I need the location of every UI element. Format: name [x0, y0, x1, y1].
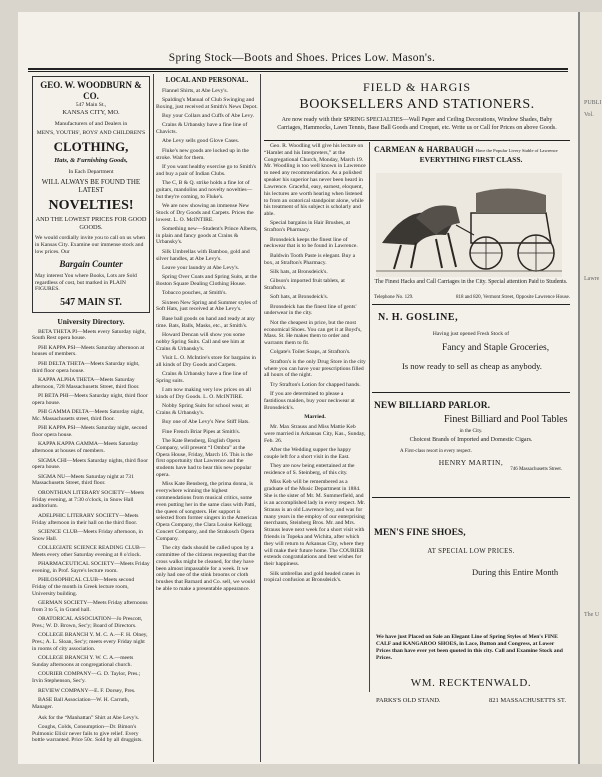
directory-entry: PI BETA PHI—Meets Saturday night, third floor opera house.	[32, 393, 148, 406]
carmean-side: Have the Popular Livery Stable of Lawrence	[475, 148, 558, 153]
edge-text: Lawre	[584, 276, 600, 282]
gosline-rule	[372, 392, 570, 393]
header-rule-thin	[28, 71, 568, 72]
mid-item: Not the cheapest in price, but the most economical Shoes. You can get it at Boyd's, Mass. St. He makes them to order and warrants them to fit.	[264, 319, 362, 347]
directory-entry: PHI KAPPA PSI—Meets Saturday night, second floor opera house.	[32, 425, 148, 439]
local-item: Howard Dencan will show you some nobby Spring Suits. Call and see him at Crains & Urbansky's.	[156, 331, 245, 352]
field-hargis-ad	[264, 76, 570, 138]
directory-entry: PHI KAPPA PSI—Meets Saturday afternoon at houses of members.	[32, 344, 145, 358]
local-item: Crains & Urbansky have a fine line of Chavicts.	[156, 122, 248, 136]
local-item: Something new—Student's Prince Alberts, in plain and fancy goods at Crains & Urbansky's.	[156, 225, 258, 246]
adjacent-page-edge	[578, 12, 602, 764]
woodburn-line: MEN'S, YOUTHS', BOYS' AND CHILDREN'S	[36, 130, 146, 137]
shoes-title: MEN'S FINE SHOES,	[374, 528, 466, 538]
mid-item: Baldwin Tooth Paste is elegant. Buy a box, at Strafton's Pharmacy.	[264, 252, 356, 266]
local-item: Tobacco pouches, at Smith's.	[162, 290, 227, 297]
header-rule	[28, 68, 568, 70]
carmean-phone: Telephone No. 129.	[374, 295, 414, 300]
directory-entry: SIGMA NU—Meets Saturday night at 731 Massachusetts Street, third floor.	[32, 473, 134, 487]
carmean-subtitle: EVERYTHING FIRST CLASS.	[419, 155, 523, 164]
column-three	[264, 143, 366, 762]
carmean-caption: The Finest Hacks and Call Carriages in the City. Special attention Paid to Students.	[374, 279, 568, 285]
local-item: I am now making very low prices on all kinds of Dry Goods. L. O. McINTIRE.	[156, 387, 252, 400]
mid-item: Bronsdeick has the finest line of gents' underwear in the city.	[264, 303, 357, 317]
woodburn-bargain-text: May interest You where Books, Lots are Sold regardless of cost, but marked in PLAIN FIGURES.	[35, 272, 137, 293]
carmean-title: CARMEAN & HARBAUGH	[374, 145, 474, 154]
mid-item: Try Strafton's Lotion for chapped hands.	[270, 381, 361, 388]
woodburn-lowest: AND THE LOWEST PRICES FOR GOOD GOODS.	[35, 216, 147, 231]
billiard-title: NEW BILLIARD PARLOR.	[374, 401, 491, 411]
billiard-city: in the City.	[459, 428, 483, 434]
recktenwald-name: WM. RECKTENWALD.	[410, 676, 532, 689]
directory-entry: ADELPHIC LITERARY SOCIETY—Meets Friday afternoon in their hall on the third floor.	[32, 512, 139, 526]
field-text: Are now ready with their SPRING SPECIALTIES—Wall Paper and Ceiling Decorations, Window Shades, Baby Carriages, Hammocks, Lawn Tennis, Base Ball Goods and Croquet, etc. Write us or Call for Prices on above Goods.	[277, 117, 557, 131]
woodburn-makers: Manufacturers of and Dealers in	[54, 120, 128, 127]
recktenwald-address: 821 MASSACHUSETTS ST.	[489, 696, 566, 704]
gosline-ad	[372, 308, 570, 390]
manhattan-notice: Ask for the “Manhattan” Shirt at Abe Levy's.	[38, 714, 140, 721]
newspaper-page	[18, 12, 578, 764]
local-item: Spalding's Manual of Club Swinging and Boxing, just received at Smith's News Depot.	[156, 96, 258, 110]
local-item: Sixteen New Spring and Summer styles of Soft Hats, just received at Abe Levy's.	[156, 299, 258, 313]
local-item: We are now showing an immense New Stock of Dry Goods and Carpets. Prices the lowest. L. O. McINTIRE.	[156, 202, 254, 223]
woodburn-street: 547 MAIN ST.	[60, 297, 122, 309]
directory-entry: COURIER COMPANY—G. D. Taylor, Pres.; Irvin Stephenson, Sec'y.	[32, 671, 141, 685]
mid-item: Geo. R. Woodling will give his lecture on “Hamlet and his Interpreters,” at the Congregational Church, Monday, March 19. Mr. Woodling is too well known in Lawrence to need any recommendation. As a polished speaker his superior has never been heard in Lawrence. Graceful, easy, earnest, eloquent, his lectures are worth hearing when listened to from an oratorical standpoint alone, while his treatment of his subject is scholarly and able.	[264, 143, 366, 218]
field-title: FIELD & HARGIS	[362, 80, 471, 94]
mid-item: Special bargains in Hair Brushes, at Strafton's Pharmacy.	[264, 220, 351, 234]
mid-item: Bronsdeick keeps the finest line of neckwear that is to be found in Lawrence.	[264, 236, 358, 250]
local-item: Spring Over Coats and Spring Suits, at the Boston Square Dealing Clothing House.	[156, 274, 258, 288]
local-item: If you want healthy exercise go to Smith's and buy a pair of Indian Clubs.	[156, 163, 257, 177]
directory-entry: PHILOSOPHICAL CLUB—Meets second Friday of the month in Greek lecture room, University building.	[32, 577, 135, 597]
directory-entry: PHARMACEUTICAL SOCIETY—Meets Friday evening, in Prof. Sayre's lecture room.	[32, 561, 150, 574]
column-rule	[260, 74, 261, 762]
column-one	[32, 76, 150, 762]
woodburn-dept: In Each Department	[68, 169, 114, 176]
column-two	[156, 76, 258, 762]
recktenwald-ad	[372, 626, 570, 760]
carmean-ad	[372, 143, 570, 300]
woodburn-clothing: CLOTHING,	[53, 139, 129, 155]
mid-item: If you are determined to please a fastidious maiden, buy your neckwear at Bronsdeick's.	[264, 391, 355, 411]
woodburn-name: GEO. W. WOODBURN & CO.	[40, 80, 142, 101]
directory-entry: KAPPA KAPPA GAMMA—Meets Saturday afternoon at houses of members.	[32, 441, 139, 455]
column-rule	[369, 142, 370, 692]
directory-entry: ORONTHIAN LITERARY SOCIETY—Meets Friday evening, at 7:30 o'clock, in Snow Hall auditorium.	[32, 489, 145, 510]
local-item: Abe Levy sells good Glove Cases.	[162, 138, 240, 145]
billiard-owner: HENRY MARTIN,	[438, 458, 504, 467]
page-header: Spring Stock—Boots and Shoes. Prices Low. Mason's.	[168, 52, 436, 64]
local-item: Miss Kate Bensberg, the prima donna, is everywhere winning the highest commendations from musical critics, some even putting her in the same class with Patti, the queen of songsters. Her support is selected from former singers in the American Opera Company, the Clara Louise Kellogg Concert Company, and the Strakosch Opera Company.	[156, 481, 258, 542]
mid-item: Colgate's Toilet Soaps, at Strafton's.	[270, 349, 351, 356]
field-rule	[264, 140, 570, 141]
billiard-finest: Finest Billiard and Pool Tables	[444, 414, 568, 425]
local-item: Crains & Urbansky have a fine line of Spring suits.	[156, 370, 248, 384]
local-item: The Kate Bensberg, English Opera Company, will present “I Ombra” at the Opera House, Friday, March 16. This is the first opportunity that Lawrence and the students have had to hear this new popular opera.	[156, 437, 253, 479]
directory-list	[32, 329, 150, 711]
directory-title: University Directory.	[57, 317, 125, 327]
billiard-cigars: Choicest Brands of Imported and Domestic Cigars.	[409, 437, 533, 443]
column-rule	[153, 74, 154, 762]
woodburn-city: KANSAS CITY, MO.	[62, 108, 120, 116]
woodburn-blurb: We would cordially invite you to call on us when in Kansas City. Examine our immense stock and low prices. Our	[35, 235, 146, 255]
local-item: Leave your laundry at Abe Levy's.	[162, 264, 240, 271]
married-item: They are now being entertained at the residence of S. Steinberg, of this city.	[264, 463, 355, 477]
carmean-address: 818 and 820, Vermont Street, Opposite Lawrence House.	[455, 295, 570, 300]
woodburn-address: 547 Main St.,	[75, 101, 107, 108]
directory-entry: COLLEGE BRANCH Y. W. C. A.—meets Sunday afternoons at congregational church.	[32, 655, 134, 669]
directory-entry: REVIEW COMPANY—E. F. Dorsey, Pres.	[38, 687, 136, 694]
edge-text: PUBLI	[584, 100, 602, 106]
billiard-ad	[372, 395, 570, 495]
mid-item: Soft hats, at Bronsdeick's.	[270, 294, 329, 301]
directory-entry: ORATORICAL ASSOCIATION—Jo Prescott, Pres.; W. D. Brown, Sec'y; Board of Directors.	[32, 616, 143, 630]
directory-entry: COLLEGIATE SCIENCE READING CLUB—Meets every other Saturday evening at 8 o'clock.	[32, 544, 146, 558]
shoes-month: During this Entire Month	[472, 567, 559, 577]
gosline-name: N. H. GOSLINE,	[378, 312, 459, 323]
married-item: After the Wedding supper the happy couple left for a short visit in the East.	[264, 447, 351, 460]
local-item: The city dads should be called upon by a committee of the citizens requesting that the cross walks might be cleaned, for they have been almost impassable for a week. It we only had one of the stink brooms or cloth brushes that Barnard and Co. sell, we would be able to make a presentable appearance.	[156, 545, 256, 593]
local-list	[156, 88, 258, 593]
shoes-low: AT SPECIAL LOW PRICES.	[427, 548, 515, 555]
mid-item: Gibson's imported fruit tablets, at Strafton's.	[264, 278, 345, 291]
directory-entry: GERMAN SOCIETY—Meets Friday afternoons from 3 to 5, in Grand hall.	[32, 600, 148, 613]
local-item: Buy your Collars and Cuffs of Abe Levy.	[162, 112, 255, 119]
local-item: Visit L. O. McIntire's store for bargains in all kinds of Dry Goods and Carpets.	[156, 354, 256, 368]
married-heading: Married.	[304, 414, 326, 421]
directory-entry: SIGMA CHI—Meets Saturday nights, third floor opera house.	[32, 457, 149, 471]
directory-entry: KAPPA ALPHA THETA—Meets Saturday afternoon, 728 Massachusetts Street, third floor.	[32, 376, 140, 390]
woodburn-will: WILL ALWAYS BE FOUND THE LATEST	[41, 177, 141, 195]
shoes-ad	[372, 500, 570, 606]
directory-entry: PHI DELTA THETA—Meets Saturday night, third floor opera house.	[32, 360, 140, 374]
mid-list	[264, 143, 366, 411]
mid-item: Strafton's is the only Drug Store in the city where you can have your prescriptions filled all hours of the night.	[264, 358, 366, 379]
edge-text: The U	[584, 612, 600, 618]
local-item: Flannel Shirts, at Abe Levy's.	[162, 87, 228, 94]
local-item: Fine French Briar Pipes at Smith's.	[162, 428, 241, 435]
married-item: Silk umbrellas and gold headed canes in tropical confusion at Bronsdeick's.	[264, 570, 361, 584]
married-list	[264, 424, 366, 584]
woodburn-ad	[32, 76, 150, 313]
billiard-class: A First-class resort in every respect.	[400, 449, 472, 454]
carmean-rule	[372, 304, 570, 305]
local-item: Buy one of Abe Levy's New Stiff Hats.	[162, 419, 250, 426]
directory-entry: BASE Ball Association—W. H. Carruth, Manager.	[32, 696, 129, 710]
married-item: Mr. Max Strauss and Miss Mattie Keb were married in Arkansas City, Kas., Sunday, Feb. 26.	[264, 424, 366, 444]
coughs-notice: Coughs, Colds, Consumption—Dr. Bimon's Pulmonic Elixir never fails to give relief. Every bottle warranted. Price 50c. Sold by all druggists.	[32, 723, 143, 744]
local-item: The C, B & Q. strike holds a fine lot of guitars, mandolins and novelty novelties—but they're coming, to Fluke's.	[156, 179, 253, 200]
local-item: Base ball goods on hand and ready at any time. Bats, Balls, Masks, etc., at Smith's.	[156, 315, 255, 329]
mid-item: Silk hats, at Bronsdeick's.	[270, 268, 328, 275]
shoes-text: We have just Placed on Sale an Elegant Line of Spring Styles of Men's FINE CALF and KANGAROO SHOES, in Lace, Button and Congress, at Lower Prices than have ever yet been quoted in this city. Call and Examine Stock and Prices.	[376, 634, 563, 662]
field-subtitle: BOOKSELLERS AND STATIONERS.	[299, 97, 535, 112]
carriage-illustration	[376, 173, 562, 277]
recktenwald-stand: PARKS'S OLD STAND.	[376, 696, 441, 704]
local-item: Silk Umbrellas with Bamboo, gold and silver handles, at Abe Levy's.	[156, 248, 250, 262]
woodburn-novelties: NOVELTIES!	[48, 197, 134, 213]
billiard-rule	[372, 497, 570, 498]
local-item: Fluke's new goods are locked up in the stroke. Wait for them.	[156, 147, 249, 161]
directory-entry: PHI GAMMA DELTA—Meets Saturday night, Mc. Massachusetts street, third floor.	[32, 409, 144, 422]
directory-entry: SCIENCE CLUB—Meets Friday afternoon, in Snow Hall.	[32, 528, 143, 542]
gosline-fancy: Fancy and Staple Groceries,	[442, 343, 550, 353]
billiard-address: 746 Massachusetts Street.	[510, 467, 562, 472]
woodburn-furnishing: Hats, & Furnishing Goods,	[54, 157, 128, 165]
edge-text: Vol.	[584, 112, 594, 118]
woodburn-bargain: Bargain Counter	[59, 258, 123, 269]
gosline-having: Having just opened Fresh Stock of	[432, 331, 510, 337]
local-item: Nobby Spring Suits for school wear, at Crains & Urbansky's.	[156, 403, 249, 417]
local-title: LOCAL AND PERSONAL.	[165, 76, 249, 84]
gosline-cheap: Is now ready to sell as cheap as anybody.	[402, 361, 542, 371]
married-item: Miss Keb will be remembered as a graduate of the Music Department in 1884. She is the sister of Mr. M. Summerfield, and is an accomplished lady in every respect. Mr. Strauss is an old Lawrence boy, and was for many years in the employ of our enterprising merchants, Steinberg Bros. Mr. and Mrs. Strauss leave next week for a short visit with friends in Topeka and Wichita, after which they will return to Arkansas City, where they will make their future home. The COURIER extends congratulations and best wishes for their happiness.	[264, 479, 366, 568]
directory-entry: COLLEGE BRANCH Y. M. C. A.—F. H. Olney, Pres.; A. L. Sloan, Sec'y; meets every Friday night in rooms of city association.	[32, 632, 148, 653]
directory-entry: BETA THETA PI—Meets every Saturday night, South Rest opera house.	[32, 328, 146, 342]
